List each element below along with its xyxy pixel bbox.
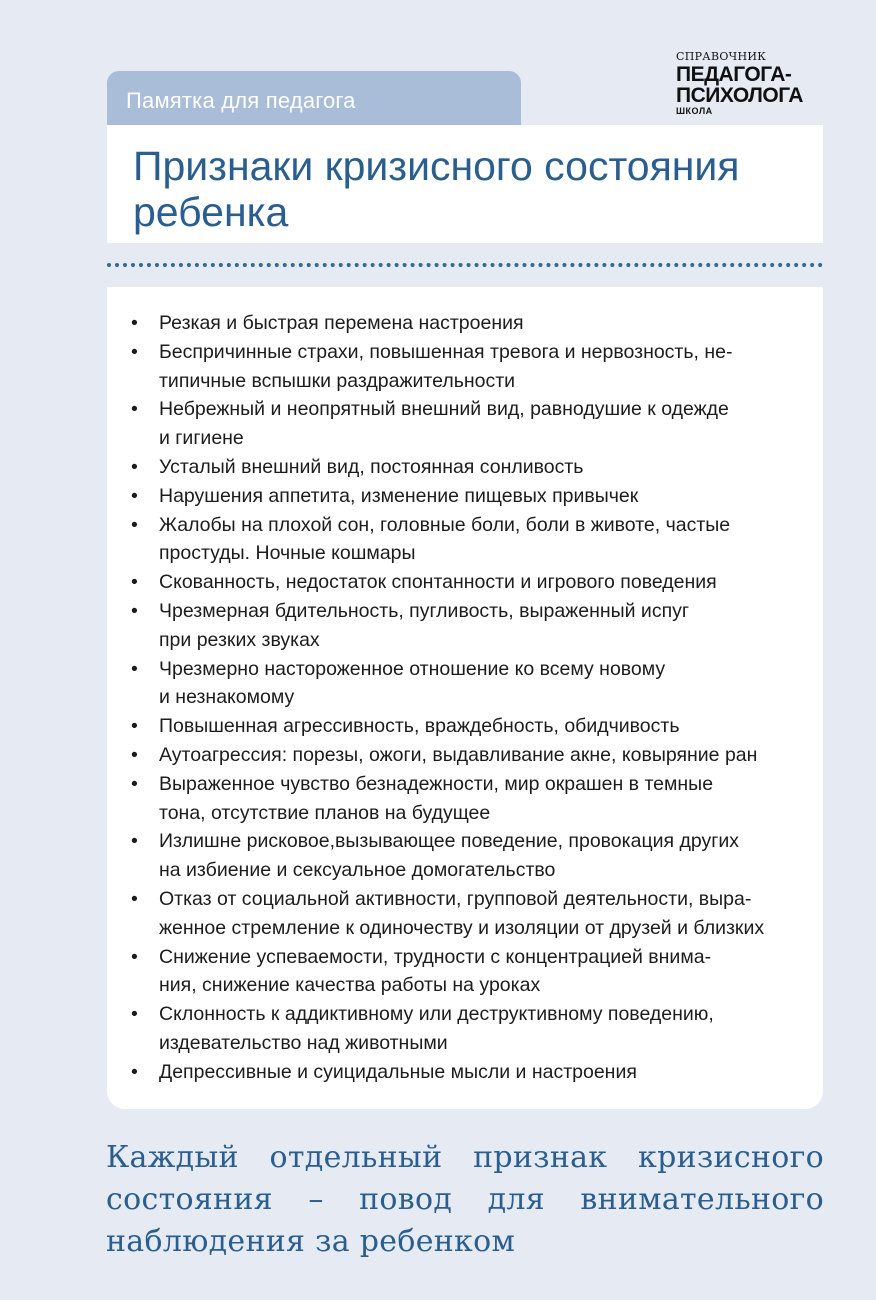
list-item	[107, 885, 823, 943]
list-item	[107, 309, 823, 338]
list-item-line: и гигиене	[159, 427, 244, 450]
list-item-line: Жалобы на плохой сон, головные боли, боли в животе, частые	[159, 513, 731, 536]
list-item-line: на избиение и сексуальное домогательство	[159, 859, 556, 882]
bullet-icon: •	[131, 945, 138, 968]
bullet-icon: •	[131, 743, 138, 766]
footer-note: Каждый отдельный признак кризисного состояния – повод для внимательного наблюдения за ребенком	[106, 1140, 824, 1259]
list-item	[107, 1058, 823, 1087]
list-item	[107, 827, 823, 885]
bullet-icon: •	[131, 312, 138, 334]
logo-line-1: СПРАВОЧНИК	[676, 50, 767, 63]
list-item-line: Излишне рисковое,вызывающее поведение, провокация других	[159, 830, 740, 853]
publisher-logo	[676, 50, 803, 116]
bullet-icon: •	[131, 398, 138, 421]
list-item-line: Снижение успеваемости, трудности с концентрацией внима-	[159, 945, 712, 968]
list-item	[107, 1000, 823, 1058]
list-item-line: Отказ от социальной активности, групповой деятельности, выра-	[159, 887, 752, 910]
signs-list-box	[107, 287, 823, 1109]
list-item-line: Усталый внешний вид, постоянная сонливость	[159, 455, 584, 478]
list-item	[107, 943, 823, 1001]
bullet-icon: •	[131, 340, 138, 363]
list-item	[107, 482, 823, 511]
list-item	[107, 770, 823, 828]
list-item-line: при резких звуках	[159, 628, 320, 651]
list-item-line: Аутоагрессия: порезы, ожоги, выдавливание акне, ковыряние ран	[159, 743, 758, 766]
list-item	[107, 597, 823, 655]
bullet-icon: •	[131, 772, 138, 795]
bullet-icon: •	[131, 887, 138, 910]
list-item-line: ния, снижение качества работы на уроках	[159, 974, 541, 997]
list-item-line: Склонность к аддиктивному или деструктивному поведению,	[159, 1003, 714, 1026]
list-item	[107, 338, 823, 396]
list-item-line: Беспричинные страхи, повышенная тревога и нервозность, не-	[159, 340, 733, 363]
list-item	[107, 511, 823, 569]
list-item-line: издевательство над животными	[159, 1031, 448, 1054]
page-title: Признаки кризисного состояния ребенка	[133, 143, 740, 235]
list-item-line: простуды. Ночные кошмары	[159, 542, 416, 565]
signs-list	[107, 287, 823, 1087]
list-item-line: Скованность, недостаток спонтанности и игрового поведения	[159, 571, 717, 594]
list-item-line: Чрезмерно настороженное отношение ко всему новому	[159, 657, 666, 680]
title-box	[107, 125, 823, 243]
bullet-icon: •	[131, 715, 138, 738]
bullet-icon: •	[131, 657, 138, 680]
logo-line-3: ПСИХОЛОГА	[676, 84, 803, 107]
list-item-line: Нарушения аппетита, изменение пищевых привычек	[159, 484, 639, 507]
list-item-line: и незнакомому	[159, 686, 295, 709]
bullet-icon: •	[131, 830, 138, 853]
bullet-icon: •	[131, 571, 138, 594]
list-item	[107, 568, 823, 597]
list-item-line: Резкая и быстрая перемена настроения	[159, 312, 524, 334]
dotted-divider	[107, 263, 823, 267]
bullet-icon: •	[131, 513, 138, 536]
logo-line-2: ПЕДАГОГА-	[676, 63, 792, 86]
logo-line-4: ШКОЛА	[676, 106, 713, 116]
list-item	[107, 453, 823, 482]
list-item-line: Чрезмерная бдительность, пугливость, выраженный испуг	[159, 599, 689, 622]
bullet-icon: •	[131, 1003, 138, 1026]
tab-label: Памятка для педагога	[126, 88, 356, 113]
bullet-icon: •	[131, 1060, 138, 1083]
list-item-line: Повышенная агрессивность, враждебность, обидчивость	[159, 715, 680, 738]
list-item-line: Выраженное чувство безнадежности, мир окрашен в темные	[159, 772, 714, 795]
list-item-line: тона, отсутствие планов на будущее	[159, 801, 491, 824]
list-item	[107, 741, 823, 770]
list-item-line: Депрессивные и суицидальные мысли и настроения	[159, 1060, 637, 1083]
list-item	[107, 395, 823, 453]
list-item-line: Небрежный и неопрятный внешний вид, равнодушие к одежде	[159, 398, 729, 421]
bullet-icon: •	[131, 599, 138, 622]
bullet-icon: •	[131, 455, 138, 478]
list-item-line: женное стремление к одиночеству и изоляции от друзей и близких	[159, 916, 765, 939]
list-item-line: типичные вспышки раздражительности	[159, 369, 516, 392]
bullet-icon: •	[131, 484, 138, 507]
list-item	[107, 712, 823, 741]
header-tab	[107, 71, 521, 125]
list-item	[107, 655, 823, 713]
